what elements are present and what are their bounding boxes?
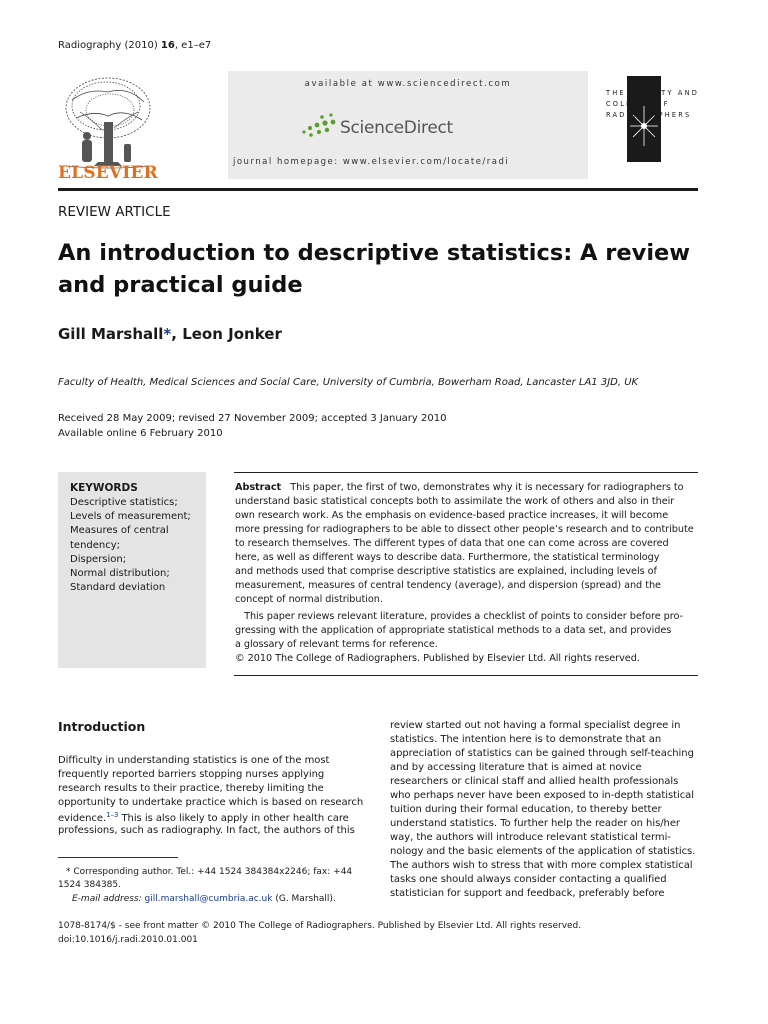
body-line: way, the authors will introduce relevant statistical termi- bbox=[390, 832, 671, 843]
author-first[interactable]: Gill Marshall bbox=[58, 325, 164, 343]
abstract-line: to research themselves. The different types of data that one can come across are covered bbox=[235, 538, 669, 549]
body-line: opportunity to undertake practice which is based on research bbox=[58, 797, 364, 808]
abstract-line: here, as well as different ways to describe data. Furthermore, the statistical terminology bbox=[235, 552, 660, 563]
body-line: frequently reported barriers stopping nurses applying bbox=[58, 769, 325, 780]
abstract-line: measurement, measures of central tendency (average), and dispersion (spread) and the bbox=[235, 580, 661, 591]
body-line: professions, such as radiography. In fact, the authors of this bbox=[58, 825, 355, 836]
keyword-item: Dispersion; bbox=[70, 553, 127, 565]
sciencedirect-banner bbox=[228, 71, 588, 179]
abstract-line: more pressing for radiographers to be able to dissect other people’s research and to contribute bbox=[235, 524, 694, 535]
body-line: review started out not having a formal specialist degree in bbox=[390, 720, 681, 731]
journal-reference: Radiography (2010) 16, e1–e7 bbox=[58, 40, 212, 51]
body-line: who perhaps never have been exposed to in-depth statistical bbox=[390, 790, 694, 801]
available-at-text: available at www.sciencedirect.com bbox=[304, 79, 512, 89]
footnote-email: E-mail address: gill.marshall@cumbria.ac.uk (G. Marshall). bbox=[72, 894, 336, 904]
corresponding-author-marker[interactable]: * bbox=[163, 325, 172, 343]
keywords-box bbox=[58, 472, 206, 668]
journal-homepage-text: journal homepage: www.elsevier.com/locate/radi bbox=[233, 157, 510, 167]
body-line: tuition during their formal education, to thereby better bbox=[390, 804, 662, 815]
abstract-line: a glossary of relevant terms for reference. bbox=[235, 639, 438, 650]
reference-link[interactable]: 1–3 bbox=[106, 811, 119, 819]
body-line: The authors wish to stress that with more complex statistical bbox=[390, 860, 693, 871]
article-title-line-1: An introduction to descriptive statistics: A review bbox=[58, 240, 691, 266]
article-title-line-2: and practical guide bbox=[58, 272, 303, 298]
keyword-item: Normal distribution; bbox=[70, 568, 170, 580]
keyword-item: tendency; bbox=[70, 539, 121, 551]
body-line: understand statistics. To further help the reader on his/her bbox=[390, 818, 680, 829]
abstract-line: This paper reviews relevant literature, provides a checklist of points to consider before pro- bbox=[235, 611, 683, 622]
keywords-heading: KEYWORDS bbox=[70, 482, 138, 494]
body-line: research results to their practice, thereby limiting the bbox=[58, 783, 324, 794]
keyword-item: Levels of measurement; bbox=[70, 511, 191, 523]
footnote-line: 1524 384385. bbox=[58, 880, 121, 890]
keyword-item: Measures of central bbox=[70, 525, 169, 537]
keyword-item: Descriptive statistics; bbox=[70, 497, 178, 508]
section-heading-introduction: Introduction bbox=[58, 719, 146, 734]
body-line: statistician for support and feedback, preferably before bbox=[390, 888, 665, 899]
footnote-rule bbox=[58, 857, 178, 858]
abstract-line: concept of normal distribution. bbox=[235, 594, 383, 605]
author-rest[interactable]: , Leon Jonker bbox=[171, 325, 282, 343]
article-type-label: REVIEW ARTICLE bbox=[58, 204, 171, 220]
abstract-line: Abstract This paper, the first of two, demonstrates why it is necessary for radiographers to bbox=[235, 482, 684, 493]
header-divider bbox=[58, 188, 698, 191]
email-link[interactable]: gill.marshall@cumbria.ac.uk bbox=[144, 894, 273, 904]
society-name: THE SOCIETY AND COLLEGE OF RADIOGRAPHERS bbox=[606, 89, 700, 119]
abstract-line: own research work. As the emphasis on evidence-based practice increases, it will become bbox=[235, 510, 669, 521]
received-dates: Received 28 May 2009; revised 27 November 2009; accepted 3 January 2010 bbox=[58, 413, 447, 424]
publisher-name: ELSEVIER bbox=[58, 163, 158, 183]
body-line: researchers or clinical staff and allied health professionals bbox=[390, 776, 679, 787]
keyword-item: Standard deviation bbox=[70, 582, 166, 594]
body-line: statistics. The intention here is to demonstrate that an bbox=[390, 734, 662, 745]
affiliation: Faculty of Health, Medical Sciences and Social Care, University of Cumbria, Bowerham Road, Lancaster LA1 3JD, UK bbox=[58, 377, 639, 388]
abstract-line: and methods used that comprise descriptive statistics are explained, including levels of bbox=[235, 566, 657, 577]
abstract-line: understand basic statistical concepts both to assimilate the work of others and also in their bbox=[235, 496, 675, 507]
abstract-label: Abstract bbox=[235, 482, 282, 493]
abstract-top-rule bbox=[234, 472, 698, 473]
sciencedirect-logo-text: ScienceDirect bbox=[340, 118, 453, 138]
body-line: appreciation of statistics can be gained through self-teaching bbox=[390, 748, 694, 759]
doi-line[interactable]: doi:10.1016/j.radi.2010.01.001 bbox=[58, 935, 198, 945]
body-line: tasks one should always consider contacting a qualified bbox=[390, 874, 667, 885]
body-line: evidence.$^{1-3}$ This is also likely to apply in other health care bbox=[58, 811, 349, 824]
body-line: and by accessing literature that is aimed at novice bbox=[390, 762, 642, 773]
copyright-line: © 2010 The College of Radiographers. Published by Elsevier Ltd. All rights reserved. bbox=[235, 653, 640, 664]
online-date: Available online 6 February 2010 bbox=[58, 428, 223, 439]
body-line: Difficulty in understanding statistics is one of the most bbox=[58, 755, 330, 766]
author-list bbox=[58, 325, 282, 343]
footnote-line: * Corresponding author. Tel.: +44 1524 384384x2246; fax: +44 bbox=[66, 867, 353, 877]
abstract-bottom-rule bbox=[234, 675, 698, 676]
body-line: nology and the basic elements of the application of statistics. bbox=[390, 846, 696, 857]
abstract-line: gressing with the application of appropriate statistical methods to a data set, and provides bbox=[235, 625, 672, 636]
front-matter-line: 1078-8174/$ - see front matter © 2010 The College of Radiographers. Published by Elsevier Ltd. All rights reserved. bbox=[58, 921, 582, 931]
